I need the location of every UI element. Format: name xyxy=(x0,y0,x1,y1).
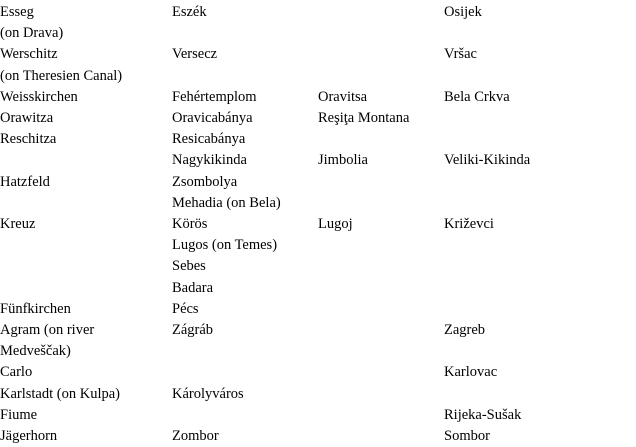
table-cell-col3 xyxy=(444,66,636,87)
table-cell-col2 xyxy=(318,405,444,426)
table-cell-col2 xyxy=(318,341,444,362)
table-cell-col1: Pécs xyxy=(172,300,199,317)
empty-cell-spacer xyxy=(172,362,176,383)
empty-cell-spacer xyxy=(444,341,448,362)
empty-cell-spacer xyxy=(318,66,322,87)
table-cell-col1: Mehadia (on Bela) xyxy=(172,194,281,211)
empty-cell-spacer xyxy=(318,193,322,214)
table-cell-col3: Vršac xyxy=(444,46,477,63)
table-cell-col2 xyxy=(318,362,444,383)
table-cell-col0: (on Theresien Canal) xyxy=(0,67,123,84)
table-cell-col2 xyxy=(318,235,444,256)
table-cell-col3 xyxy=(444,256,636,277)
empty-cell-spacer xyxy=(318,129,322,150)
table-cell-col1: Sebes xyxy=(172,258,206,275)
empty-cell-spacer xyxy=(172,66,176,87)
table-cell-col0: Orawitza xyxy=(0,110,54,127)
table-cell-col0: Reschitza xyxy=(0,131,57,148)
empty-cell-spacer xyxy=(0,193,4,214)
empty-cell-spacer xyxy=(444,129,448,150)
table-cell-col3: Zagreb xyxy=(444,322,486,339)
table-body xyxy=(0,2,636,447)
placename-table xyxy=(0,2,636,447)
table-row xyxy=(0,214,636,235)
table-cell-col0: Fünfkirchen xyxy=(0,300,71,317)
table-cell-col2 xyxy=(318,384,444,405)
empty-cell-spacer xyxy=(318,256,322,277)
table-row xyxy=(0,256,636,277)
table-row xyxy=(0,384,636,405)
table-cell-col1: Versecz xyxy=(172,46,218,63)
empty-cell-spacer xyxy=(0,256,4,277)
table-cell-col3: Križevci xyxy=(444,216,494,233)
table-cell-col1 xyxy=(172,23,318,44)
table-cell-col2 xyxy=(318,23,444,44)
empty-cell-spacer xyxy=(318,44,322,65)
table-cell-col0: Medveščak) xyxy=(0,343,71,360)
empty-cell-spacer xyxy=(444,23,448,44)
table-cell-col2 xyxy=(318,320,444,341)
empty-cell-spacer xyxy=(318,341,322,362)
table-cell-col0: Kreuz xyxy=(0,216,36,233)
table-cell-col0: (on Drava) xyxy=(0,25,64,42)
table-cell-col1: Resicabánya xyxy=(172,131,246,148)
table-cell-col0 xyxy=(0,235,172,256)
table-cell-col3: Bela Crkva xyxy=(444,88,510,105)
table-row xyxy=(0,193,636,214)
table-cell-col2: Reşiţa Montana xyxy=(318,110,410,127)
table-row xyxy=(0,278,636,299)
table-cell-col2 xyxy=(318,278,444,299)
empty-cell-spacer xyxy=(318,299,322,320)
table-cell-col3: Rijeka-Sušak xyxy=(444,406,522,423)
table-cell-col0: Werschitz xyxy=(0,46,58,63)
empty-cell-spacer xyxy=(444,193,448,214)
empty-cell-spacer xyxy=(318,278,322,299)
empty-cell-spacer xyxy=(0,235,4,256)
empty-cell-spacer xyxy=(444,108,448,129)
table-cell-col3 xyxy=(444,172,636,193)
table-cell-col2: Jimbolia xyxy=(318,152,368,169)
table-cell-col3 xyxy=(444,341,636,362)
table-cell-col0: Carlo xyxy=(0,364,33,381)
table-row xyxy=(0,23,636,44)
empty-cell-spacer xyxy=(172,341,176,362)
table-cell-col2 xyxy=(318,172,444,193)
table-cell-col1: Lugos (on Temes) xyxy=(172,237,278,254)
table-cell-col1: Oravicabánya xyxy=(172,110,253,127)
table-cell-col2: Oravitsa xyxy=(318,88,368,105)
empty-cell-spacer xyxy=(318,23,322,44)
table-cell-col1 xyxy=(172,405,318,426)
table-cell-col3 xyxy=(444,129,636,150)
empty-cell-spacer xyxy=(0,278,4,299)
table-cell-col1: Zombor xyxy=(172,428,219,445)
table-cell-col2: Lugoj xyxy=(318,216,353,233)
table-row xyxy=(0,405,636,426)
table-cell-col3: Sombor xyxy=(444,428,490,445)
table-cell-col3 xyxy=(444,235,636,256)
empty-cell-spacer xyxy=(444,66,448,87)
table-cell-col2 xyxy=(318,66,444,87)
table-cell-col1: Zsombolya xyxy=(172,173,238,190)
table-row xyxy=(0,2,636,23)
empty-cell-spacer xyxy=(444,256,448,277)
empty-cell-spacer xyxy=(444,278,448,299)
empty-cell-spacer xyxy=(318,405,322,426)
empty-cell-spacer xyxy=(444,299,448,320)
table-row xyxy=(0,150,636,171)
table-row xyxy=(0,44,636,65)
table-cell-col3 xyxy=(444,278,636,299)
table-cell-col2 xyxy=(318,129,444,150)
table-cell-col3: Veliki-Kikinda xyxy=(444,152,531,169)
table-cell-col1: Nagykikinda xyxy=(172,152,247,169)
empty-cell-spacer xyxy=(444,172,448,193)
table-cell-col0 xyxy=(0,256,172,277)
table-row xyxy=(0,129,636,150)
table-cell-col3 xyxy=(444,384,636,405)
table-cell-col2 xyxy=(318,256,444,277)
empty-cell-spacer xyxy=(0,150,4,171)
empty-cell-spacer xyxy=(318,320,322,341)
table-cell-col2 xyxy=(318,44,444,65)
table-cell-col1: Badara xyxy=(172,279,214,296)
table-cell-col0 xyxy=(0,193,172,214)
table-row xyxy=(0,299,636,320)
table-row xyxy=(0,235,636,256)
table-cell-col1 xyxy=(172,341,318,362)
table-cell-col0: Jägerhorn xyxy=(0,428,58,445)
empty-cell-spacer xyxy=(318,172,322,193)
table-row xyxy=(0,341,636,362)
empty-cell-spacer xyxy=(172,405,176,426)
table-cell-col0 xyxy=(0,278,172,299)
table-row xyxy=(0,362,636,383)
table-cell-col0: Hatzfeld xyxy=(0,173,50,190)
table-cell-col0 xyxy=(0,150,172,171)
table-cell-col0: Esseg xyxy=(0,4,34,20)
table-cell-col2 xyxy=(318,193,444,214)
empty-cell-spacer xyxy=(444,235,448,256)
table-cell-col3 xyxy=(444,108,636,129)
empty-cell-spacer xyxy=(318,235,322,256)
table-cell-col0: Fiume xyxy=(0,406,38,423)
table-cell-col1: Eszék xyxy=(172,4,207,20)
table-row xyxy=(0,320,636,341)
table-cell-col3 xyxy=(444,299,636,320)
table-cell-col3: Karlovac xyxy=(444,364,498,381)
table-cell-col1 xyxy=(172,362,318,383)
table-cell-col0: Karlstadt (on Kulpa) xyxy=(0,385,120,402)
empty-cell-spacer xyxy=(318,384,322,405)
empty-cell-spacer xyxy=(318,362,322,383)
table-row xyxy=(0,87,636,108)
table-row xyxy=(0,108,636,129)
table-cell-col1: Zágráb xyxy=(172,322,214,339)
table-cell-col2 xyxy=(318,299,444,320)
table-cell-col1: Károlyváros xyxy=(172,385,244,402)
empty-cell-spacer xyxy=(444,384,448,405)
table-cell-col1: Körös xyxy=(172,216,208,233)
table-cell-col3 xyxy=(444,193,636,214)
empty-cell-spacer xyxy=(318,2,322,23)
table-cell-col0: Weisskirchen xyxy=(0,88,78,105)
table-cell-col1: Fehértemplom xyxy=(172,88,257,105)
table-cell-col2 xyxy=(318,2,444,23)
table-cell-col3: Osijek xyxy=(444,4,482,20)
table-cell-col1 xyxy=(172,66,318,87)
table-row xyxy=(0,172,636,193)
table-cell-col3 xyxy=(444,23,636,44)
empty-cell-spacer xyxy=(172,23,176,44)
table-row xyxy=(0,66,636,87)
table-cell-col0: Agram (on river xyxy=(0,322,95,339)
